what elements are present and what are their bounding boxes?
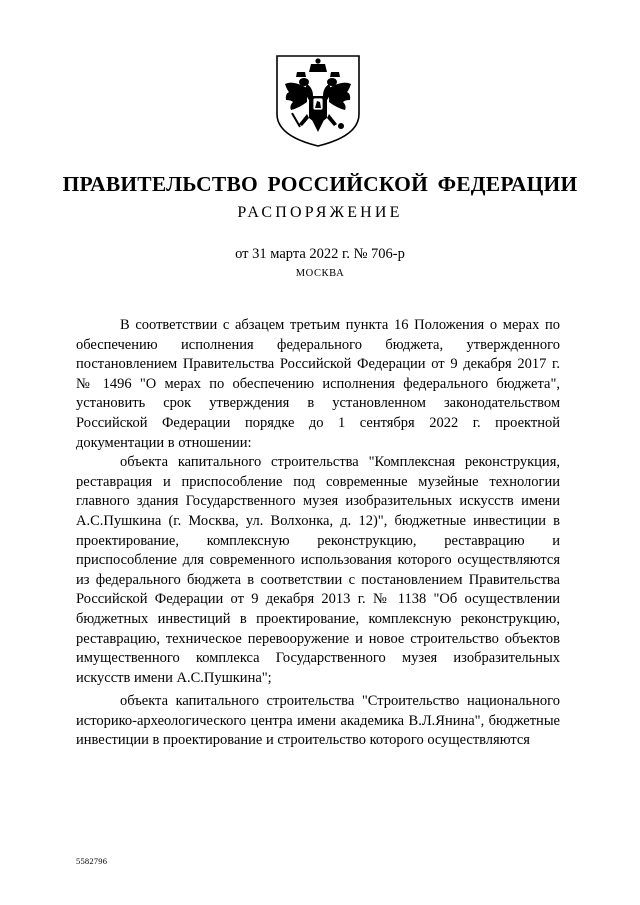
document-code: 5582796: [76, 856, 108, 866]
body-paragraph: В соответствии с абзацем третьим пункта 16 Положения о мерах по обеспечению исполнения федерального бюджета, утвержденного постановлением Правительства Российской Федерации от 9 декабря 2017 г. № 1496 "О мерах по обеспечению исполнения федерального бюджета", установить срок утверждения в установленном законодательством Российской Федерации порядке до 1 сентября 2022 г. проектной документации в отношении:: [76, 317, 560, 451]
government-title: ПРАВИТЕЛЬСТВО РОССИЙСКОЙ ФЕДЕРАЦИИ: [62, 172, 578, 196]
body-paragraph: объекта капитального строительства "Строительство национального историко-археологического центра имени академика В.Л.Янина", бюджетные инвестиции в проектирование и строительство которого осуществляются: [76, 693, 560, 749]
document-city: МОСКВА: [295, 268, 345, 279]
document-type: РАСПОРЯЖЕНИЕ: [237, 204, 403, 221]
coat-of-arms-icon: [271, 52, 365, 148]
document-date-number: от 31 марта 2022 г. № 706-р: [235, 246, 405, 262]
body-paragraph: объекта капитального строительства "Комплексная реконструкция, реставрация и приспособление под современные музейные технологии главного здания Государственного музея изобразительных искусств имени А.С.Пушкина (г. Москва, ул. Волхонка, д. 12)", бюджетные инвестиции в проектирование, комплексную реконструкцию, реставрацию и приспособление для современного использования которого осуществляются из федерального бюджета в соответствии с постановлением Правительства Российской Федерации от 9 декабря 2013 г. № 1138 "Об осуществлении бюджетных инвестиций в проектирование, комплексную реконструкцию, реставрацию, техническое перевооружение и новое строительство объектов имущественного комплекса Государственного музея изобразительных искусств имени А.С.Пушкина";: [76, 454, 560, 686]
document-body: [76, 316, 560, 751]
